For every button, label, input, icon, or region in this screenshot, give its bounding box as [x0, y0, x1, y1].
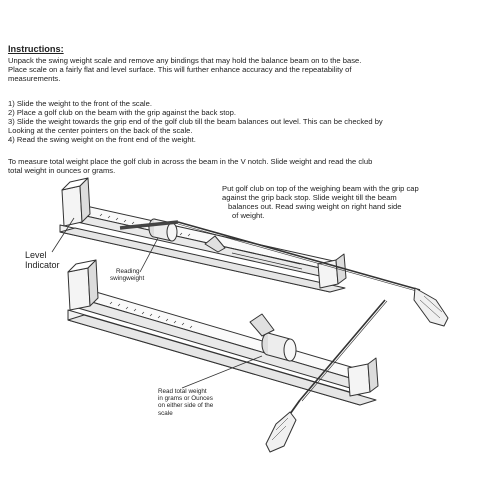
grip-callout-line: Put golf club on top of the weighing beam with the grip cap [222, 184, 419, 193]
instructions-title: Instructions: [8, 44, 64, 54]
level-indicator-leader [52, 218, 74, 252]
level-label-line: Level [25, 250, 47, 260]
total-line: total weight in ounces or grams. [8, 166, 116, 176]
intro-line: Place scale on a fairly flat and level surface. This will further enhance accuracy and the repeatability of [8, 65, 352, 75]
top-scale-back-stop [62, 186, 82, 226]
grip-callout-line: against the grip back stop. Slide weight till the beam [222, 193, 397, 203]
step-line: 1) Slide the weight to the front of the scale. [8, 99, 152, 108]
level-indicator-label [25, 250, 60, 270]
reading-label-line: Reading [116, 268, 140, 275]
total-label-line: in grams or Ounces [158, 395, 213, 403]
level-label-line: Indicator [25, 260, 60, 270]
intro-line: Unpack the swing weight scale and remove any bindings that may hold the balance beam on to the base. [8, 56, 362, 65]
total-label-line: scale [158, 409, 173, 417]
bottom-scale-front-stop [348, 364, 370, 396]
total-line: To measure total weight place the golf club in across the beam in the V notch. Slide weight and read the club [8, 157, 373, 166]
intro-line: measurements. [8, 74, 61, 84]
bottom-club-head [266, 412, 296, 452]
total-label-line: Read total weight [158, 388, 207, 395]
reading-label-line: swingweight [110, 275, 145, 283]
step-line: 3) Slide the weight towards the grip end of the golf club till the beam balances out level. This can be checked by [8, 117, 383, 127]
top-club-head [414, 288, 448, 326]
bottom-scale-back-stop [68, 268, 90, 310]
step-line: Looking at the center pointers on the back of the scale. [8, 126, 193, 136]
step-line: 4) Read the swing weight on the front end of the weight. [8, 135, 196, 145]
total-weight-label [158, 388, 250, 417]
grip-callout-line: balances out. Read swing weight on right hand side [228, 202, 402, 212]
grip-callout [222, 184, 490, 220]
total-label-line: on either side of the [158, 402, 214, 410]
reading-swingweight-label [110, 268, 172, 282]
grip-callout-line: of weight. [232, 211, 265, 221]
step-line: 2) Place a golf club on the beam with the grip against the back stop. [8, 108, 236, 118]
